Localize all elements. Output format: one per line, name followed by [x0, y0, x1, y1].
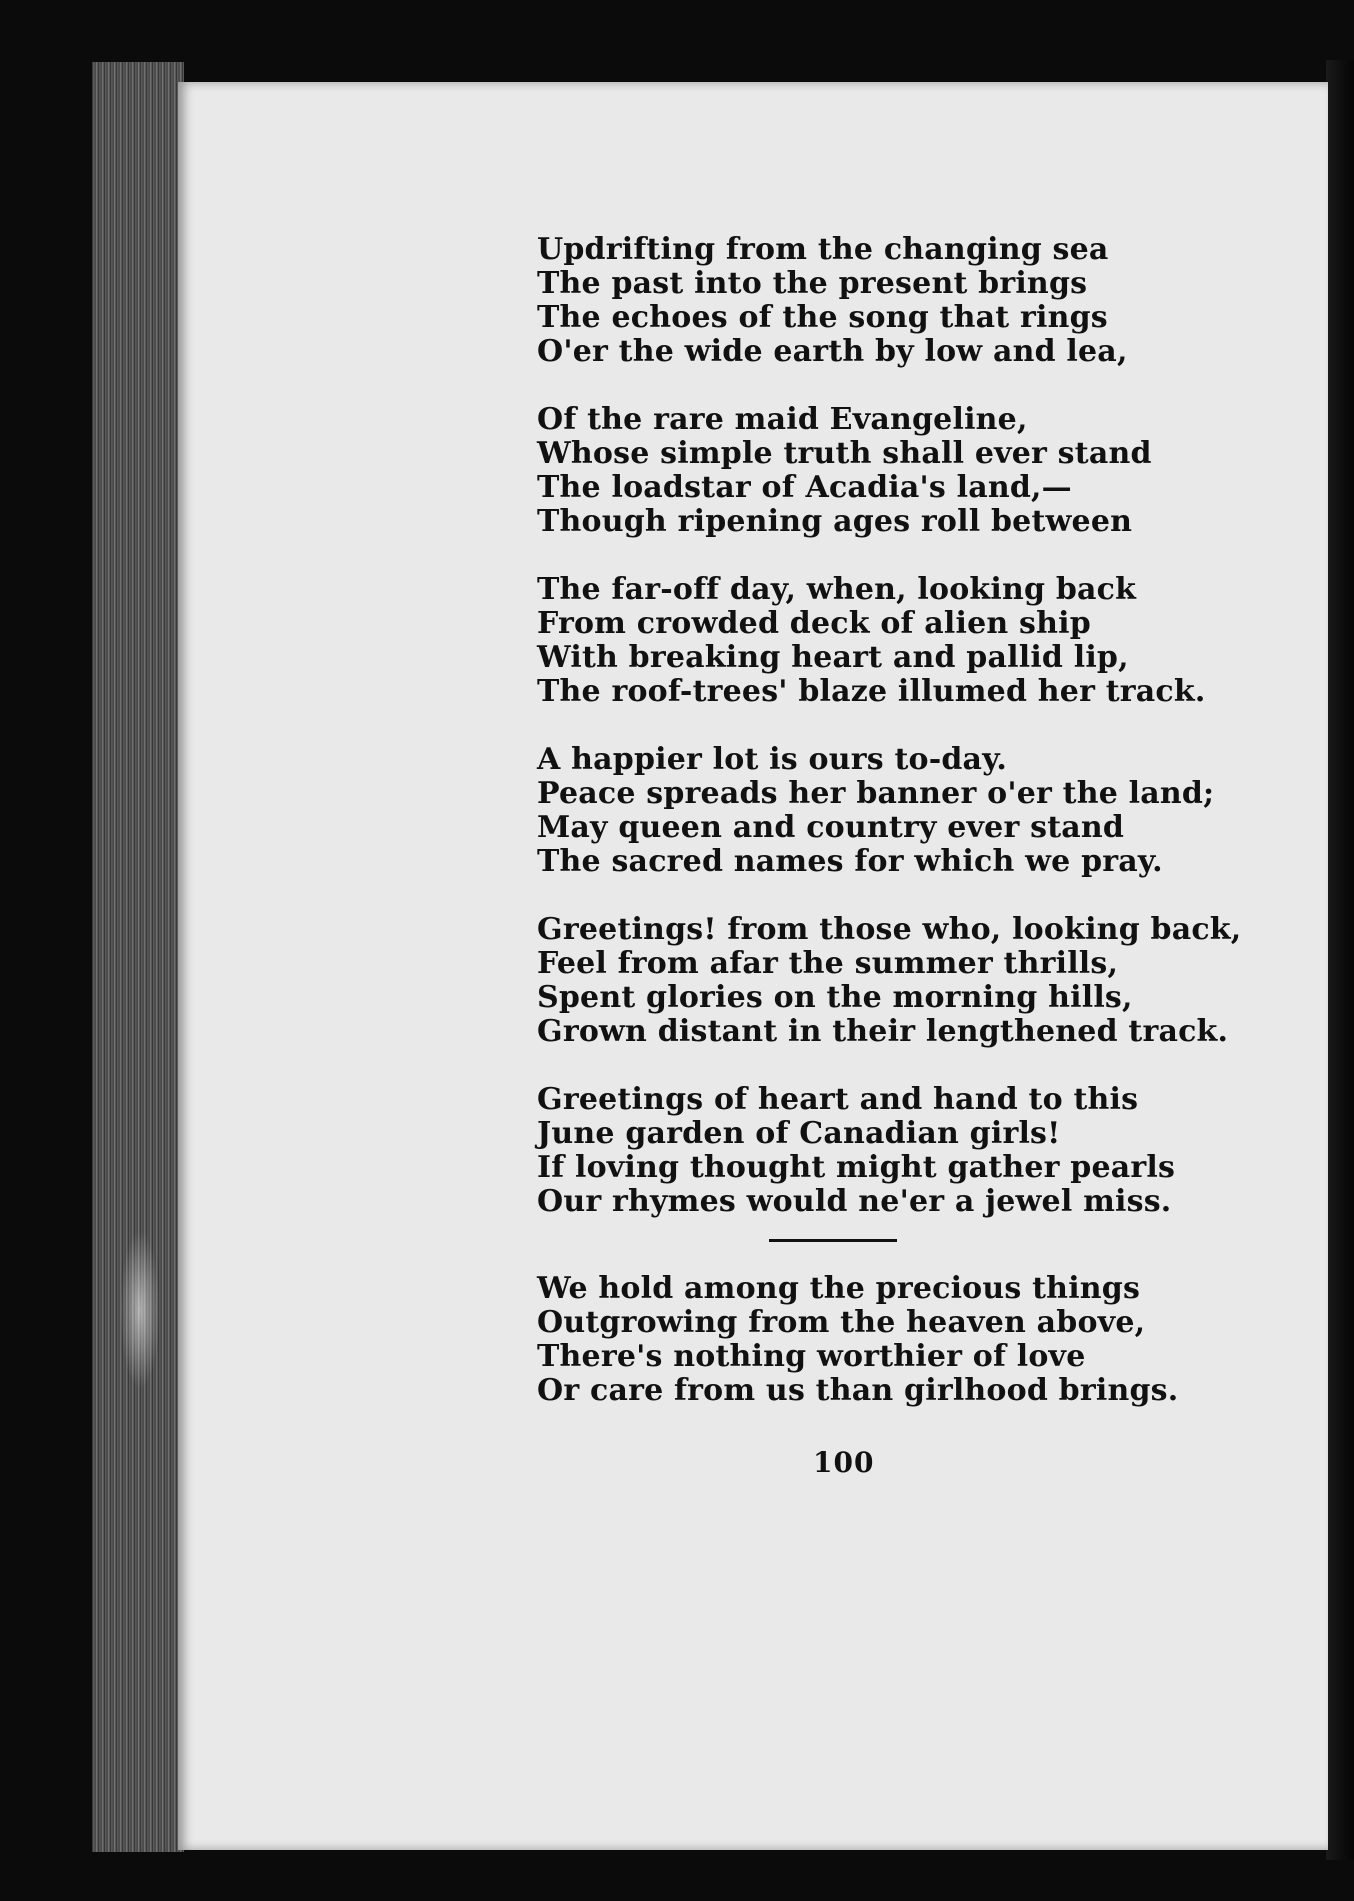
stanza [537, 1082, 1176, 1219]
section-divider-rule [769, 1239, 897, 1242]
poem [537, 232, 1242, 1442]
poem-line: Though ripening ages roll between [537, 504, 1133, 539]
poem-line: A happier lot is ours to-day. [537, 742, 1008, 777]
poem-line: Of the rare maid Evangeline, [537, 402, 1028, 437]
poem-line: Or care from us than girlhood brings. [537, 1373, 1179, 1408]
poem-line: The echoes of the song that rings [537, 300, 1108, 335]
poem-line: The far-off day, when, looking back [537, 572, 1137, 607]
poem-line: Whose simple truth shall ever stand [537, 436, 1152, 471]
poem-line: Feel from afar the summer thrills, [537, 946, 1119, 981]
poem-line: Spent glories on the morning hills, [537, 980, 1133, 1015]
book-page-edges [92, 62, 184, 1852]
poem-line: With breaking heart and pallid lip, [537, 640, 1129, 675]
poem-line: From crowded deck of alien ship [537, 606, 1091, 641]
poem-line: The loadstar of Acadia's land,— [537, 470, 1072, 505]
poem-line: O'er the wide earth by low and lea, [537, 334, 1128, 369]
opposite-page-shadow [1326, 60, 1354, 1860]
stanza [537, 1271, 1179, 1408]
poem-line: Our rhymes would ne'er a jewel miss. [537, 1184, 1172, 1219]
poem-line: May queen and country ever stand [537, 810, 1125, 845]
poem-line: The past into the present brings [537, 266, 1088, 301]
poem-line: Grown distant in their lengthened track. [537, 1014, 1229, 1049]
poem-line: June garden of Canadian girls! [537, 1116, 1061, 1151]
stanza [537, 403, 1157, 539]
page-number: 100 [813, 1446, 875, 1479]
poem-line: Peace spreads her banner o'er the land; [537, 776, 1215, 811]
stanza [537, 572, 1206, 709]
stanza [537, 233, 1157, 369]
poem-line: We hold among the precious things [537, 1271, 1141, 1306]
page-edge-glare [120, 1230, 160, 1390]
stanza [537, 742, 1215, 879]
poem-line: Greetings! from those who, looking back, [537, 912, 1242, 947]
poem-line: Greetings of heart and hand to this [537, 1082, 1139, 1117]
stanza [537, 912, 1242, 1049]
poem-line: The sacred names for which we pray. [537, 844, 1163, 879]
poem-line: If loving thought might gather pearls [537, 1150, 1176, 1185]
poem-line: Updrifting from the changing sea [537, 232, 1109, 267]
poem-line: Outgrowing from the heaven above, [537, 1305, 1146, 1340]
poem-line: There's nothing worthier of love [537, 1339, 1086, 1374]
poem-line: The roof-trees' blaze illumed her track. [537, 674, 1206, 709]
